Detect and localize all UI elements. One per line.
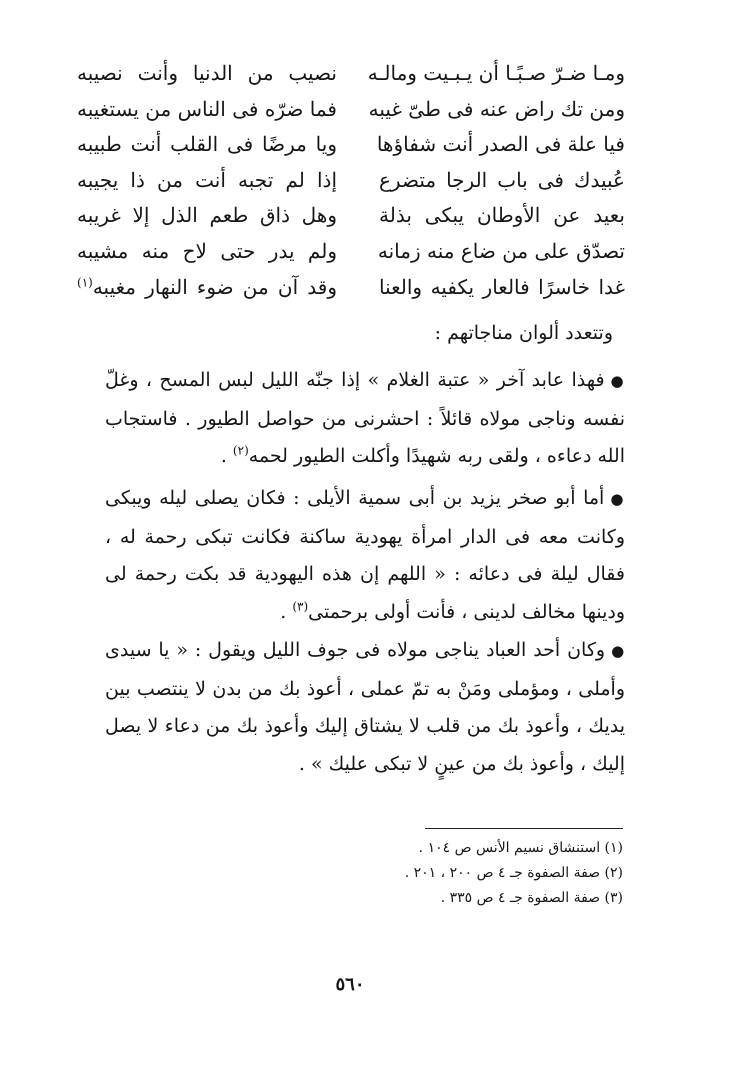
footnotes (323, 836, 623, 911)
verse-text: وقد آن من ضوء النهار مغيبه (92, 274, 337, 299)
verse-second-half: نصيب من الدنيا وأنت نصيبه (77, 61, 337, 85)
verse-second-half: إذا لم تجبه أنت من ذا يجيبه (77, 167, 337, 192)
verse-first-half: عُبيدك فى باب الرجا متضرع (379, 167, 625, 192)
verse-first-half: غدا خاسرًا فالعار يكفيه والعنا (379, 274, 625, 299)
intro-line: وتتعدد ألوان مناجاتهم : (434, 322, 613, 344)
footnote-divider (425, 828, 623, 829)
paragraph-text: فهذا عابد آخر « عتبة الغلام » إذا جنّه الليل لبس المسح ، وغلّ نفسه وناجى مولاه قائلاً : احشرنى من حواصل الطيور . فاستجاب الله دعاءه ، ولقى ربه شهيدًا وأكلت الطيور لحمه (105, 369, 625, 467)
footnote-item: (١) استنشاق نسيم الأنس ص ١٠٤ . (418, 840, 623, 856)
paragraph (105, 632, 625, 783)
verse-second-half: فما ضرّه فى الناس من يستغيبه (77, 96, 337, 121)
footnote-marker: (٣) (292, 599, 309, 614)
footnote-marker: (٢) (232, 443, 249, 458)
verse-first-half: ومن تك راض عنه فى طىّ غيبه (368, 96, 625, 121)
verse-first-half: تصدّق على من ضاع منه زمانه (377, 238, 625, 263)
verse-first-half: فيا علة فى الصدر أنت شفاؤها (376, 132, 625, 157)
paragraph-tail: . (220, 445, 233, 467)
poem-second-hemistichs (77, 56, 337, 305)
paragraph-text: أما أبو صخر يزيد بن أبى سمية الأيلى : فكان يصلى ليله ويبكى وكانت معه فى الدار امرأة يهودية ساكنة فكانت تبكى رحمة له ، فقال ليلة فى دعائه : « اللهم إن هذه اليهودية قد بكت رحمة لى ودينها مخالف لدينى ، فأنت أولى برحمتى (105, 487, 625, 623)
page-number: ٥٦٠ (335, 974, 365, 995)
verse-first-half: بعيد عن الأوطان يبكى بذلة (379, 203, 625, 228)
footnote-item: (٣) صفة الصفوة جـ ٤ ص ٣٣٥ . (440, 890, 623, 906)
paragraph-tail: . (280, 600, 293, 623)
verse-second-half: ويا مرضًا فى القلب أنت طبيبه (77, 132, 337, 157)
verse-first-half: ومـا ضـرّ صـبًـا أن يـبـيت ومالـه (367, 61, 625, 85)
poem-first-hemistichs (367, 56, 625, 305)
bullet-icon: ● (611, 642, 626, 660)
paragraph-text: وكان أحد العباد يناجى مولاه فى جوف الليل ويقول : « يا سيدى وأملى ، ومؤملى ومَنْ به تمّ عملى ، أعوذ بك من بدن لا ينتصب بين يديك ، وأعوذ بك من قلب لا يشتاق إليك وأعوذ بك من دعاء لا يصل إليك ، وأعوذ بك من عينٍ لا تبكى عليك » . (105, 639, 625, 775)
verse-second-half: وهل ذاق طعم الذل إلا غريبه (77, 203, 337, 228)
bullet-icon: ● (610, 490, 625, 508)
footnote-marker: (١) (77, 274, 93, 289)
paragraph (105, 362, 625, 476)
footnote-item: (٢) صفة الصفوة جـ ٤ ص ٢٠٠ ، ٢٠١ . (404, 865, 623, 881)
verse-second-half (77, 270, 337, 306)
verse-second-half: ولم يدر حتى لاح منه مشيبه (77, 238, 337, 263)
paragraph (105, 480, 625, 631)
bullet-icon: ● (610, 372, 625, 390)
